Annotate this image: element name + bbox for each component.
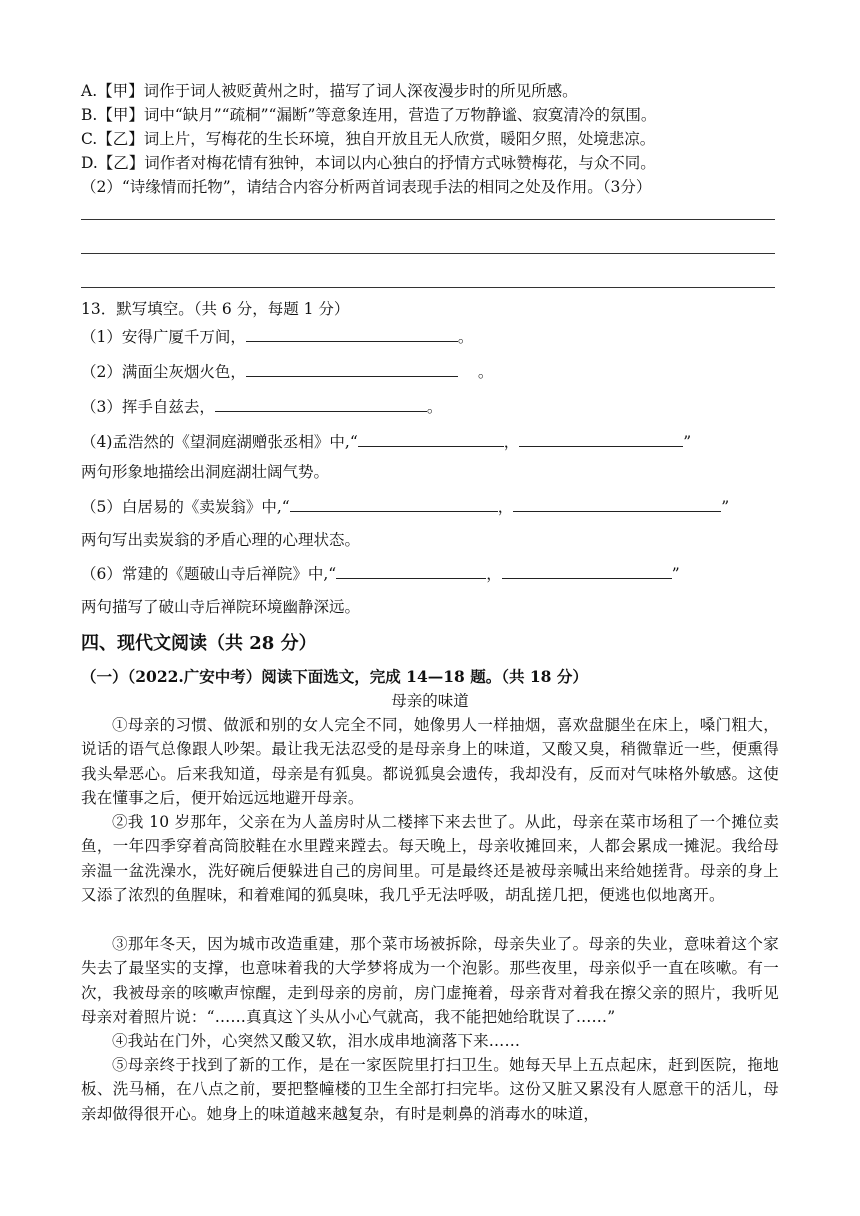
- fill-item-3-suffix: 。: [426, 398, 443, 416]
- option-a: A.【甲】词作于词人被贬黄州之时，描写了词人深夜漫步时的所见所感。: [81, 82, 578, 100]
- option-c: C.【乙】词上片，写梅花的生长环境，独自开放且无人欣赏，暖阳夕照，处境悲凉。: [81, 130, 656, 148]
- article-paragraph-5: ⑤母亲终于找到了新的工作，是在一家医院里打扫卫生。她每天早上五点起床，赶到医院，拖地板、洗马桶，在八点之前，要把整幢楼的卫生全部打扫完毕。这份又脏又累没有人愿意干的活儿，母亲却做得很开心。她身上的味道越来越复杂，有时是刺鼻的消毒水的味道，: [81, 1056, 779, 1123]
- question-12-2: （2）“诗缘情而托物”，请结合内容分析两首词表现手法的相同之处及作用。（3分）: [81, 178, 652, 196]
- question-13-heading: 13．默写填空。（共 6 分，每题 1 分）: [81, 300, 350, 318]
- fill-item-5-suffix: ”: [721, 498, 730, 516]
- fill-item-3: [81, 395, 781, 418]
- fill-item-6-mid: ，: [486, 565, 502, 583]
- fill-item-4-continuation: 两句形象地描绘出洞庭湖壮阔气势。: [81, 463, 330, 481]
- article-paragraph-4: ④我站在门外，心突然又酸又软，泪水成串地滴落下来……: [112, 1032, 521, 1050]
- fill-blank-4b[interactable]: [519, 430, 683, 447]
- fill-item-4-mid: ，: [503, 433, 520, 451]
- answer-line-3[interactable]: [81, 287, 775, 288]
- answer-line-1[interactable]: [81, 219, 775, 220]
- fill-item-5-prefix: （5）白居易的《卖炭翁》中,“: [81, 498, 290, 516]
- fill-blank-1[interactable]: [246, 325, 458, 342]
- fill-blank-5b[interactable]: [513, 495, 721, 512]
- fill-item-5: [81, 495, 781, 518]
- reading-sub-heading: （一）（2022.广安中考）阅读下面选文，完成 14—18 题。（共 18 分）: [81, 667, 588, 686]
- fill-item-4-suffix: ”: [683, 433, 692, 451]
- option-d: D.【乙】词作者对梅花情有独钟，本词以内心独白的抒情方式咏赞梅花，与众不同。: [81, 154, 656, 172]
- article-paragraph-1: ①母亲的习惯、做派和别的女人完全不同，她像男人一样抽烟，喜欢盘腿坐在床上，嗓门粗大，说话的语气总像跟人吵架。最让我无法忍受的是母亲身上的味道，又酸又臭，稍微靠近一些，便熏得我头晕恶心。后来我知道，母亲是有狐臭。都说狐臭会遗传，我却没有，反而对气味格外敏感。这使我在懂事之后，便开始远远地避开母亲。: [81, 716, 779, 807]
- fill-blank-4a[interactable]: [358, 430, 504, 447]
- fill-item-1: [81, 325, 781, 348]
- article-paragraph-2: ②我 10 岁那年，父亲在为人盖房时从二楼摔下来去世了。从此，母亲在菜市场租了一个摊位卖鱼，一年四季穿着高筒胶鞋在水里蹚来蹚去。每天晚上，母亲收摊回来，人都会累成一摊泥。我给母亲温一盆洗澡水，洗好碗后便躲进自己的房间里。可是最终还是被母亲喊出来给她搓背。母亲的身上又添了浓烈的鱼腥味，和着难闻的狐臭味，我几乎无法呼吸，胡乱搓几把，便逃也似地离开。: [81, 813, 779, 904]
- fill-item-6-suffix: ”: [671, 565, 680, 583]
- option-b: B.【甲】词中“缺月”“疏桐”“漏断”等意象连用，营造了万物静谧、寂寞清冷的氛围。: [81, 106, 657, 124]
- fill-item-6: [81, 562, 781, 585]
- fill-blank-2[interactable]: [246, 360, 458, 377]
- fill-item-3-prefix: （3）挥手自兹去，: [81, 398, 215, 416]
- answer-line-2[interactable]: [81, 253, 775, 254]
- fill-blank-3[interactable]: [215, 395, 427, 412]
- article-paragraph-3: ③那年冬天，因为城市改造重建，那个菜市场被拆除，母亲失业了。母亲的失业，意味着这个家失去了最坚实的支撑，也意味着我的大学梦将成为一个泡影。那些夜里，母亲似乎一直在咳嗽。有一次，我被母亲的咳嗽声惊醒，走到母亲的房前，房门虚掩着，母亲背对着我在擦父亲的照片，我听见母亲对着照片说：“……真真这丫头从小心气就高，我不能把她给耽误了……”: [81, 935, 779, 1026]
- fill-item-4: [81, 430, 781, 453]
- fill-item-5-mid: ，: [497, 498, 514, 516]
- section-4-heading: 四、现代文阅读（共 28 分）: [81, 633, 317, 654]
- fill-item-4-prefix: （4)孟浩然的《望洞庭湖赠张丞相》中,“: [81, 433, 358, 451]
- fill-item-2: [81, 360, 781, 383]
- fill-blank-6b[interactable]: [502, 562, 672, 579]
- fill-item-2-suffix: 。: [477, 363, 494, 381]
- article-title: 母亲的味道: [391, 692, 469, 710]
- fill-item-2-prefix: （2）满面尘灰烟火色，: [81, 363, 246, 381]
- fill-item-6-prefix: （6）常建的《题破山寺后禅院》中,“: [81, 565, 337, 583]
- fill-item-5-continuation: 两句写出卖炭翁的矛盾心理的心理状态。: [81, 531, 361, 549]
- fill-item-6-continuation: 两句描写了破山寺后禅院环境幽静深远。: [81, 598, 361, 616]
- fill-blank-5a[interactable]: [290, 495, 498, 512]
- fill-blank-6a[interactable]: [336, 562, 486, 579]
- fill-item-1-suffix: 。: [457, 328, 474, 346]
- fill-item-1-prefix: （1）安得广厦千万间，: [81, 328, 246, 346]
